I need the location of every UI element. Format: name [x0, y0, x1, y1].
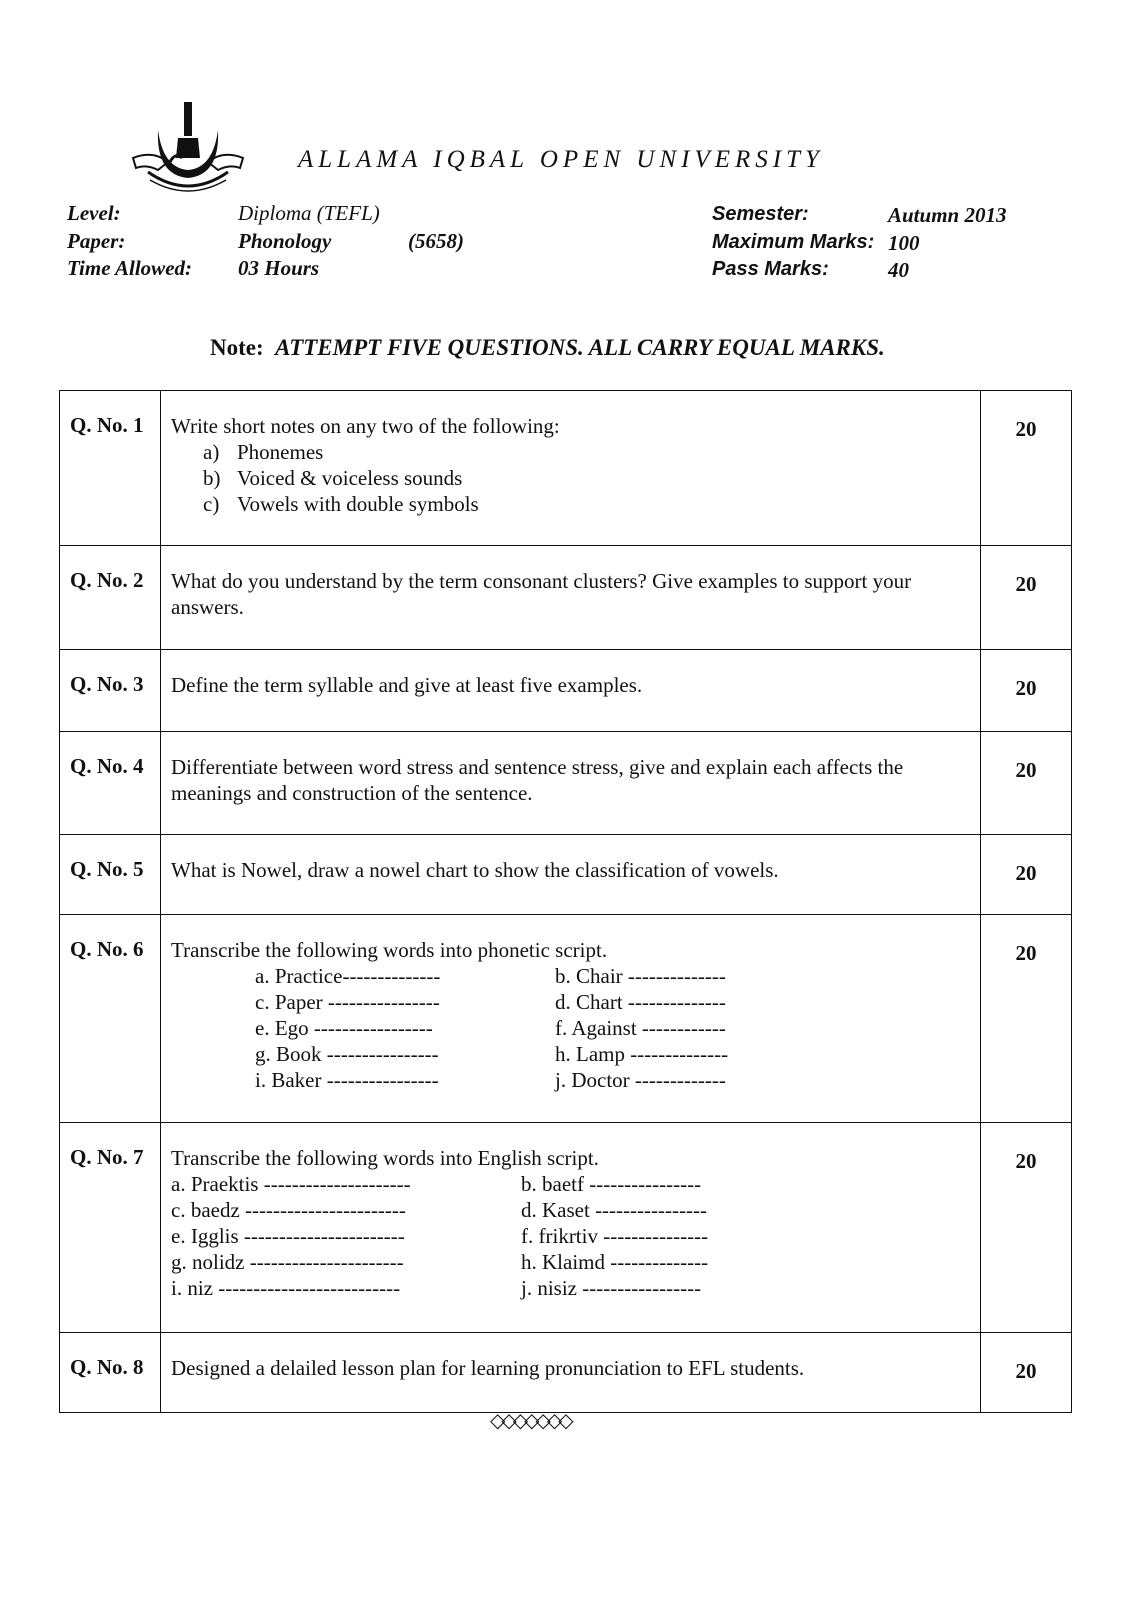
word-item: f. frikrtiv --------------- [521, 1224, 709, 1248]
question-text-cell [161, 391, 981, 546]
sub-item-key: c) [203, 492, 220, 516]
paper-code: (5658) [408, 229, 464, 253]
word-item: g. Book ---------------- [255, 1042, 439, 1066]
level-label: Level: [67, 201, 121, 225]
word-list [171, 963, 970, 1093]
question-row-6 [60, 915, 1072, 1123]
note-text: ATTEMPT FIVE QUESTIONS. ALL CARRY EQUAL MARKS. [275, 335, 885, 360]
sub-item [171, 465, 970, 491]
question-row-1 [60, 391, 1072, 546]
sub-item [171, 491, 970, 517]
question-text-cell [161, 1123, 981, 1333]
question-number: Q. No. 1 [60, 391, 161, 546]
sub-item-key: b) [203, 466, 221, 490]
question-marks: 20 [981, 1123, 1072, 1333]
word-item: d. Chart -------------- [555, 990, 726, 1014]
word-item: h. Lamp -------------- [555, 1042, 729, 1066]
word-item: e. Igglis ----------------------- [171, 1224, 405, 1248]
question-text: Transcribe the following words into phonetic script. [171, 938, 608, 962]
semester-value: Autumn 2013 [888, 203, 1007, 227]
word-item: c. Paper ---------------- [255, 990, 440, 1014]
sub-item-key: a) [203, 440, 220, 464]
maximum-marks-label: Maximum Marks: [712, 231, 875, 253]
word-item: i. niz -------------------------- [171, 1276, 401, 1300]
word-item: c. baedz ----------------------- [171, 1198, 406, 1222]
word-item: h. Klaimd -------------- [521, 1250, 709, 1274]
end-ornament: ◇◇◇◇◇◇◇ [490, 1410, 570, 1432]
question-row-4 [60, 732, 1072, 835]
question-marks: 20 [981, 391, 1072, 546]
question-text: Designed a delailed lesson plan for learning pronunciation to EFL students. [161, 1333, 981, 1413]
question-text: Differentiate between word stress and sentence stress, give and explain each affects the meanings and construction of the sentence. [161, 732, 981, 835]
pass-marks-label: Pass Marks: [712, 258, 829, 280]
sub-item-text: Phonemes [237, 440, 324, 464]
question-text: Write short notes on any two of the following: [171, 414, 560, 438]
word-list [171, 1171, 970, 1301]
question-number: Q. No. 6 [60, 915, 161, 1123]
word-item: j. nisiz ----------------- [521, 1276, 702, 1300]
questions-table [59, 390, 1072, 1413]
time-allowed-value: 03 Hours [238, 256, 320, 280]
question-number: Q. No. 4 [60, 732, 161, 835]
question-number: Q. No. 7 [60, 1123, 161, 1333]
question-text: Define the term syllable and give at least five examples. [161, 650, 981, 732]
word-item: a. Practice-------------- [255, 964, 441, 988]
question-row-8 [60, 1333, 1072, 1413]
question-text-cell [161, 915, 981, 1123]
word-item: i. Baker ---------------- [255, 1068, 439, 1092]
question-marks: 20 [981, 915, 1072, 1123]
question-marks: 20 [981, 835, 1072, 915]
word-item: b. Chair -------------- [555, 964, 726, 988]
question-number: Q. No. 2 [60, 546, 161, 650]
paper-label: Paper: [67, 229, 126, 253]
maximum-marks-value: 100 [888, 231, 920, 255]
question-text: What is Nowel, draw a nowel chart to show the classification of vowels. [161, 835, 981, 915]
sub-item [171, 439, 970, 465]
question-row-3 [60, 650, 1072, 732]
sub-item-text: Voiced & voiceless sounds [237, 466, 463, 490]
question-number: Q. No. 8 [60, 1333, 161, 1413]
question-marks: 20 [981, 1333, 1072, 1413]
exam-note [210, 335, 885, 361]
word-item: b. baetf ---------------- [521, 1172, 702, 1196]
question-text: Transcribe the following words into English script. [171, 1146, 599, 1170]
word-item: g. nolidz ---------------------- [171, 1250, 404, 1274]
pass-marks-value: 40 [888, 258, 909, 282]
question-marks: 20 [981, 546, 1072, 650]
question-marks: 20 [981, 650, 1072, 732]
time-allowed-label: Time Allowed: [67, 256, 193, 280]
question-text: What do you understand by the term consonant clusters? Give examples to support your answers. [161, 546, 981, 650]
word-item: e. Ego ----------------- [255, 1016, 433, 1040]
question-number: Q. No. 3 [60, 650, 161, 732]
university-logo-icon [128, 100, 248, 200]
question-row-5 [60, 835, 1072, 915]
question-marks: 20 [981, 732, 1072, 835]
question-row-7 [60, 1123, 1072, 1333]
semester-label: Semester: [712, 203, 809, 225]
word-item: d. Kaset ---------------- [521, 1198, 707, 1222]
note-label: Note: [210, 335, 264, 360]
word-item: a. Praektis --------------------- [171, 1172, 411, 1196]
question-row-2 [60, 546, 1072, 650]
university-name: ALLAMA IQBAL OPEN UNIVERSITY [298, 146, 824, 173]
level-value: Diploma (TEFL) [238, 201, 380, 225]
word-item: j. Doctor ------------- [555, 1068, 726, 1092]
sub-item-text: Vowels with double symbols [237, 492, 479, 516]
question-number: Q. No. 5 [60, 835, 161, 915]
word-item: f. Against ------------ [555, 1016, 726, 1040]
paper-value: Phonology [238, 229, 332, 253]
